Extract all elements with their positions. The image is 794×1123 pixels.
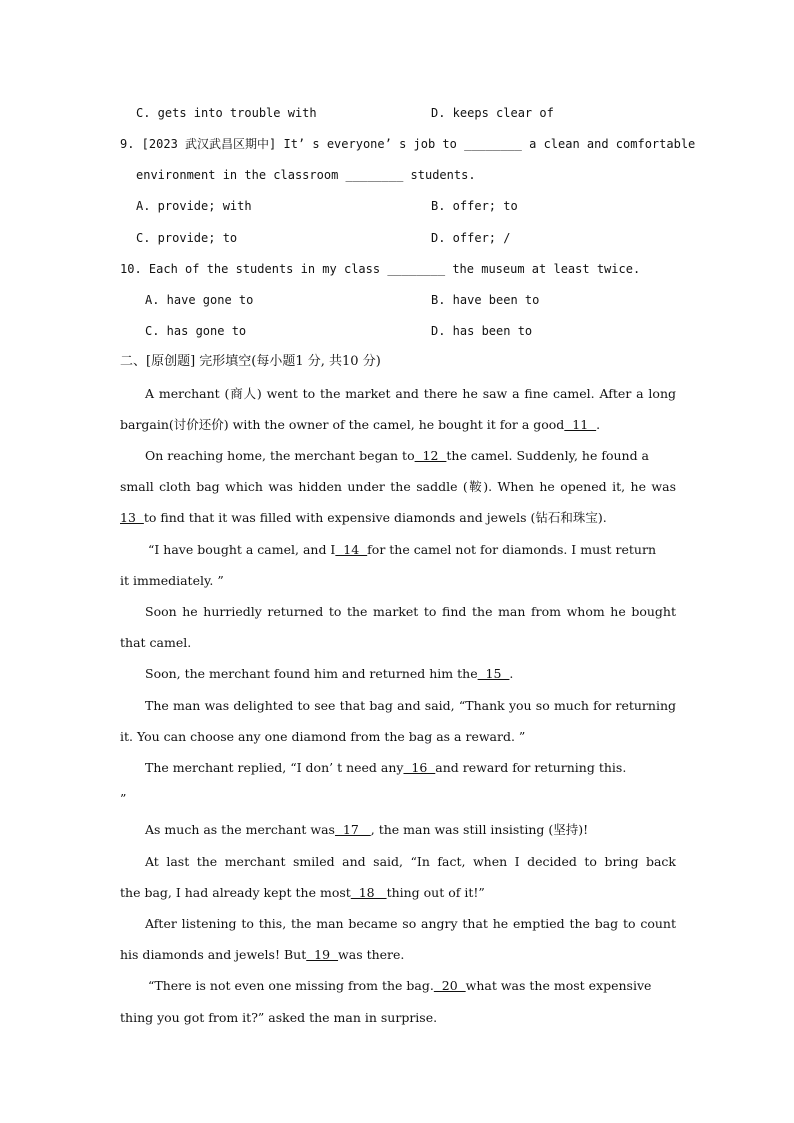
q9-mid: a clean and comfortable: [521, 137, 696, 151]
p3-l1-post: for the camel not for diamonds. I must return: [367, 542, 657, 557]
p5-pre: Soon, the merchant found him and returned him the: [145, 666, 478, 681]
blank-13: 13: [120, 510, 144, 525]
p8-post: , the man was still insisting (坚持)!: [370, 822, 589, 837]
passage-p1-line2: [120, 417, 676, 433]
passage-p7-line2: ”: [120, 791, 127, 806]
p9-l2-pre: the bag, I had already kept the most: [120, 885, 351, 900]
passage-p7-line1: [145, 760, 676, 776]
passage-p6-line2: it. You can choose any one diamond from the bag as a reward. ”: [120, 729, 526, 744]
passage-p9-line2: [120, 885, 676, 901]
p10-l2-pre: his diamonds and jewels! But: [120, 947, 307, 962]
p7-l1-post: and reward for returning this.: [435, 760, 627, 775]
option-a-q10: A. have gone to: [145, 293, 254, 307]
p7-l1-pre: The merchant replied, “I don’ t need any: [145, 760, 404, 775]
passage-p6-line1: The man was delighted to see that bag and said, “Thank you so much for returning: [145, 698, 676, 713]
option-a-q9: A. provide; with: [136, 199, 252, 213]
option-b-q10: B. have been to: [431, 293, 540, 307]
q10-blank: ________: [387, 262, 446, 276]
passage-p10-line1: After listening to this, the man became so angry that he emptied the bag to count: [145, 916, 676, 931]
option-c-q10: C. has gone to: [145, 324, 247, 338]
passage-p10-line2: [120, 947, 676, 963]
passage-p4-line2: that camel.: [120, 635, 192, 650]
passage-p2-line3: [120, 510, 676, 526]
q9-line2-pre: environment in the classroom: [136, 168, 346, 182]
blank-16: 16: [403, 760, 436, 775]
q9-line2-post: students.: [403, 168, 476, 182]
q10-prefix: 10. Each of the students in my class: [120, 262, 388, 276]
q9-blank1: ________: [464, 137, 522, 151]
passage-p11-line2: thing you got from it?” asked the man in surprise.: [120, 1010, 438, 1025]
p2-l3-post: to find that it was filled with expensive diamonds and jewels (钻石和珠宝).: [143, 510, 607, 525]
question-10-line: [120, 261, 676, 277]
q9-prefix: 9. [2023 武汉武昌区期中] It’ s everyone’ s job to: [120, 137, 465, 151]
passage-p9-line1: At last the merchant smiled and said, “In fact, when I decided to bring back: [145, 854, 676, 869]
p1-l2-pre: bargain(讨价还价) with the owner of the camel, he bought it for a good: [120, 417, 565, 432]
passage-p5-line: [145, 666, 676, 682]
option-d-q8: D. keeps clear of: [431, 106, 554, 120]
blank-11: 11: [564, 417, 597, 432]
p5-post: .: [509, 666, 514, 681]
blank-19: 19: [306, 947, 339, 962]
p8-pre: As much as the merchant was: [145, 822, 335, 837]
p2-l1-post: the camel. Suddenly, he found a: [446, 448, 650, 463]
q10-suffix: the museum at least twice.: [445, 262, 641, 276]
passage-p4-line1: Soon he hurriedly returned to the market to find the man from whom he bought: [145, 604, 676, 619]
q9-blank2: ________: [345, 168, 404, 182]
question-9-line1: [120, 136, 696, 152]
p10-l2-post: was there.: [338, 947, 405, 962]
option-c-q9: C. provide; to: [136, 231, 238, 245]
section-heading: 二、[原创题] 完形填空(每小题1 分, 共10 分): [120, 354, 381, 369]
p1-l2-post: .: [596, 417, 601, 432]
passage-p1-line1: A merchant (商人) went to the market and there he saw a fine camel. After a long: [145, 386, 676, 401]
passage-p11-line1: [148, 978, 676, 994]
blank-17: 17: [334, 822, 371, 837]
option-d-q10: D. has been to: [431, 324, 533, 338]
option-b-q9: B. offer; to: [431, 199, 518, 213]
blank-15: 15: [477, 666, 510, 681]
blank-14: 14: [335, 542, 368, 557]
p11-l1-pre: “There is not even one missing from the bag.: [148, 978, 434, 993]
p9-l2-post: thing out of it!”: [386, 885, 485, 900]
blank-18: 18: [350, 885, 387, 900]
question-9-line2: [136, 167, 676, 183]
p3-l1-pre: “I have bought a camel, and I: [148, 542, 336, 557]
passage-p2-line1: [145, 448, 676, 464]
passage-p3-line1: [148, 542, 676, 558]
blank-20: 20: [433, 978, 466, 993]
passage-p2-line2: small cloth bag which was hidden under the saddle (鞍). When he opened it, he was: [120, 479, 676, 494]
blank-12: 12: [414, 448, 447, 463]
passage-p3-line2: it immediately. ”: [120, 573, 224, 588]
option-d-q9: D. offer; /: [431, 231, 511, 245]
p11-l1-post: what was the most expensive: [465, 978, 652, 993]
p2-l1-pre: On reaching home, the merchant began to: [145, 448, 415, 463]
option-c-q8: C. gets into trouble with: [136, 106, 317, 120]
passage-p8-line: [145, 822, 676, 838]
